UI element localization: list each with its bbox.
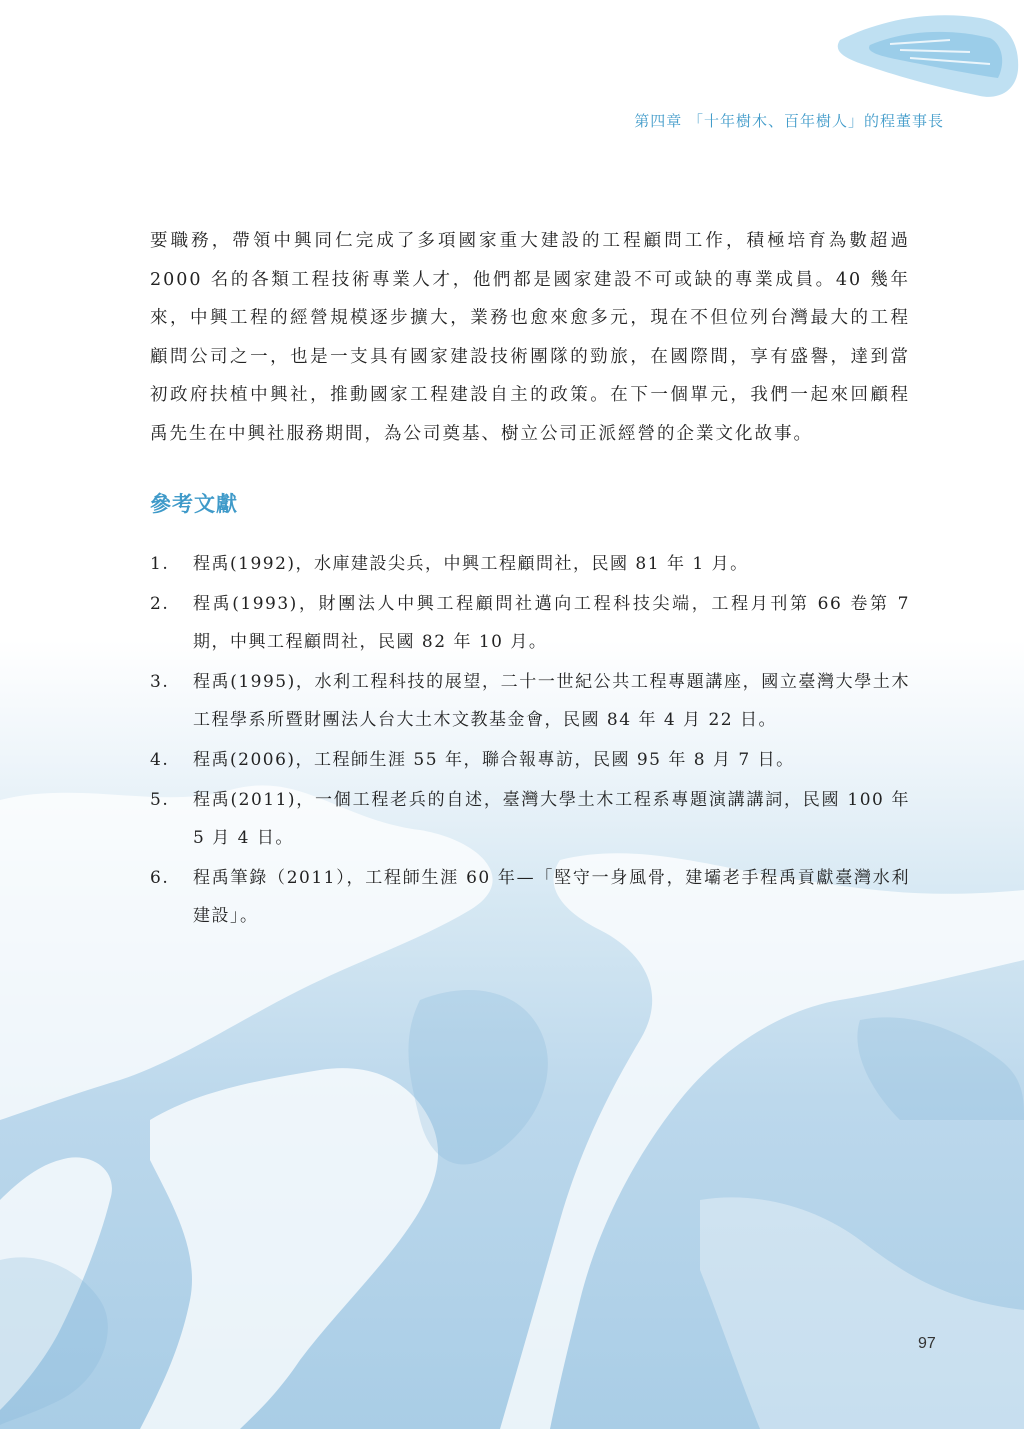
- reference-number: 6.: [150, 868, 170, 888]
- page-number: 97: [918, 1335, 936, 1352]
- reference-item-5: [150, 781, 910, 857]
- reference-item-4: [150, 741, 910, 779]
- reference-number: 4.: [150, 750, 170, 770]
- reference-number: 3.: [150, 672, 170, 692]
- references-list: [150, 545, 910, 937]
- reference-item-6: [150, 859, 910, 935]
- corner-water-splash-art: [820, 0, 1024, 120]
- running-chapter-header: 第四章 「十年樹木、百年樹人」的程董事長: [634, 112, 944, 130]
- references-heading: 參考文獻: [150, 492, 238, 516]
- reference-item-2: [150, 585, 910, 661]
- reference-text: 程禹(1992)，水庫建設尖兵，中興工程顧問社，民國 81 年 1 月。: [193, 554, 749, 574]
- reference-text: 程禹筆錄（2011），工程師生涯 60 年—「堅守一身風骨，建壩老手程禹貢獻臺灣水利建設」。: [193, 868, 910, 926]
- reference-text: 程禹(1995)，水利工程科技的展望，二十一世紀公共工程專題講座，國立臺灣大學土木工程學系所暨財團法人台大土木文教基金會，民國 84 年 4 月 22 日。: [193, 672, 910, 730]
- reference-text: 程禹(2011)，一個工程老兵的自述，臺灣大學土木工程系專題演講講詞，民國 100 年 5 月 4 日。: [193, 790, 910, 848]
- reference-number: 1.: [150, 554, 170, 574]
- reference-number: 2.: [150, 594, 170, 614]
- reference-text: 程禹(1993)，財團法人中興工程顧問社邁向工程科技尖端，工程月刊第 66 卷第 7 期，中興工程顧問社，民國 82 年 10 月。: [193, 594, 910, 652]
- reference-number: 5.: [150, 790, 170, 810]
- body-paragraph: 要職務，帶領中興同仁完成了多項國家重大建設的工程顧問工作，積極培育為數超過 2000 名的各類工程技術專業人才，他們都是國家建設不可或缺的專業成員。40 幾年來，中興工程的經營規模逐步擴大，業務也愈來愈多元，現在不但位列台灣最大的工程顧問公司之一，也是一支具有國家建設技術團隊的勁旅，在國際間，享有盛譽，達到當初政府扶植中興社，推動國家工程建設自主的政策。在下一個單元，我們一起來回顧程禹先生在中興社服務期間，為公司奠基、樹立公司正派經營的企業文化故事。: [150, 231, 910, 444]
- reference-text: 程禹(2006)，工程師生涯 55 年，聯合報專訪，民國 95 年 8 月 7 日。: [193, 750, 795, 770]
- reference-item-3: [150, 663, 910, 739]
- reference-item-1: [150, 545, 910, 583]
